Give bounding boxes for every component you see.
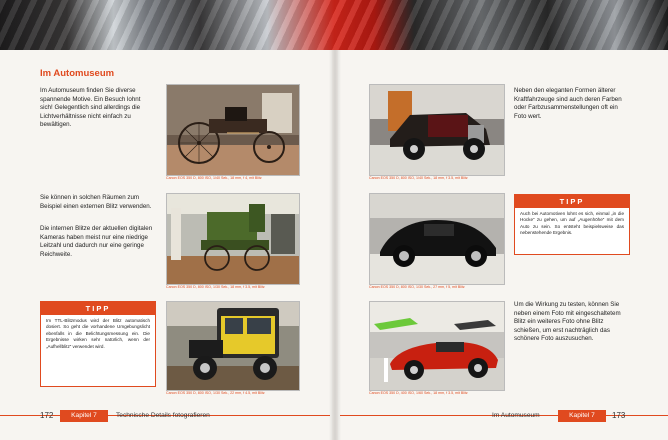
photo-caption: Canon EOS 350 D, 800 ISO, 1/30 Sek., 22 mm, f 4.5, mit Blitz (166, 391, 265, 395)
running-title-right: Im Automuseum (492, 412, 540, 419)
photo-caption: Canon EOS 350 D, 800 ISO, 1/30 Sek., 27 mm, f 5, mit Blitz (369, 285, 465, 289)
section-title: Im Automuseum (40, 68, 115, 79)
photo-yellow-limousine (166, 301, 300, 391)
book-gutter (329, 50, 341, 440)
right-tip-box (514, 194, 630, 255)
tip-heading: TIPP (41, 302, 155, 315)
page-number-left: 172 (40, 411, 54, 420)
photo-caption: Canon EOS 350 D, 800 ISO, 1/30 Sek., 18 mm, f 3.5, mit Blitz (166, 285, 265, 289)
photo-black-streamliner (369, 193, 505, 285)
chapter-tab-left: Kapitel 7 (60, 410, 108, 422)
tip-text: Im TTL-Blitzmodus wird der Blitz automatisch dosiert. So geht die vorhandene Umgebungslicht ebenfalls in die Belichtungsmessung ein. Die Ergebnisse wirken sehr natürlich, wenn der „Aufhellblitz“ verwendet wird. (46, 318, 150, 349)
photo-red-sports-car (369, 301, 505, 391)
left-tip-box (40, 301, 156, 387)
tip-heading: TIPP (515, 195, 629, 208)
right-paragraph-1: Neben den eleganten Formen älterer Kraftfahrzeuge sind auch deren Farben oder Farbzusammenstellungen oft ein Foto wert. (514, 87, 622, 120)
photo-caption: Canon EOS 350 D, 800 ISO, 1/40 Sek., 18 mm, f 3.5, mit Blitz (369, 176, 468, 180)
header-banner-photo (0, 0, 668, 50)
chapter-tab-right: Kapitel 7 (558, 410, 606, 422)
left-paragraph-2: Sie können in solchen Räumen zum Beispiel einen externen Blitz verwenden. (40, 194, 152, 210)
photo-classic-cabriolet (369, 84, 505, 176)
photo-caption: Canon EOS 350 D, 400 ISO, 1/60 Sek., 18 mm, f 3.5, mit Blitz (369, 391, 468, 395)
running-title-left: Technische Details fotografieren (116, 412, 210, 419)
left-paragraph-3: Die internen Blitze der aktuellen digitalen Kameras haben meist nur eine niedrige Leitzahl und dadurch nur eine geringe Reichweite. (40, 225, 153, 258)
tip-text: Auch bei Automotiven lohnt es sich, einmal „in die Hocke“ zu gehen, um auf „Augenhöhe“ mit dem Auto zu sein. So entsteht beispielsweise das nebenstehende Ergebnis. (520, 211, 624, 236)
left-paragraph-1: Im Automuseum finden Sie diverse spannende Motive. Ein Besuch lohnt sich! Gelegentlich sind allerdings die Lichtverhältnisse nicht einfach zu bewältigen. (40, 87, 141, 129)
right-paragraph-2: Um die Wirkung zu testen, können Sie neben einem Foto mit eingeschaltetem Blitz ein weiteres Foto ohne Blitz schießen, um erst nachträglich das schönere Foto auszusuchen. (514, 301, 621, 343)
page-number-right: 173 (612, 411, 626, 420)
photo-green-antique-car (166, 193, 300, 285)
photo-caption: Canon EOS 350 D, 800 ISO, 1/40 Sek., 18 mm, f 4, mit Blitz (166, 176, 262, 180)
photo-benz-motorwagen (166, 84, 300, 176)
